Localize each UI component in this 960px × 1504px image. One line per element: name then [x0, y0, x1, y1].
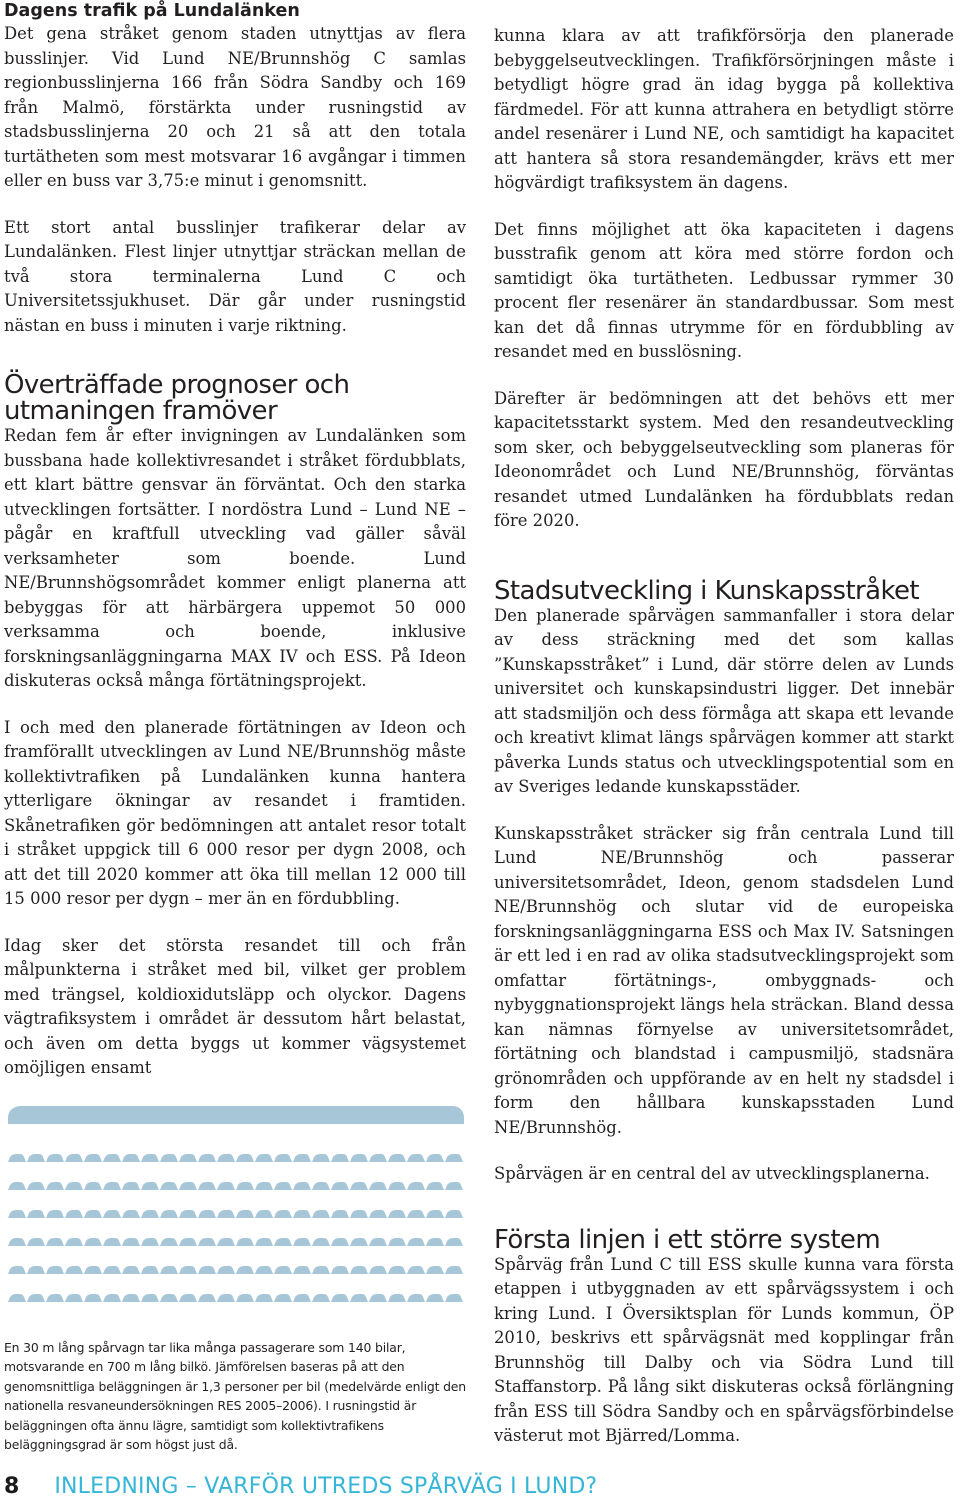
car-icon: [331, 1210, 349, 1218]
car-icon: [445, 1266, 463, 1274]
car-icon: [236, 1182, 254, 1190]
car-icon: [160, 1294, 178, 1302]
paragraph: Därefter är bedömningen att det behövs ett mer kapacitetsstarkt system. Med den resandeutveckling som sker, och bebyggelseutveckling som planeras för Ideonområdet och Lund NE/Brunnshög, förväntas resandet utmed Lundalänken ha fördubblats redan före 2020.: [494, 388, 954, 530]
car-icon: [65, 1238, 83, 1246]
car-icon: [293, 1154, 311, 1162]
car-icon: [426, 1182, 444, 1190]
car-icon: [122, 1154, 140, 1162]
car-icon: [350, 1210, 368, 1218]
car-icon: [255, 1266, 273, 1274]
car-icon: [84, 1182, 102, 1190]
car-icon: [217, 1182, 235, 1190]
left-column: [4, 0, 466, 1081]
car-icon: [312, 1210, 330, 1218]
car-icon: [407, 1266, 425, 1274]
car-icon: [274, 1182, 292, 1190]
car-icon: [426, 1294, 444, 1302]
car-icon: [407, 1210, 425, 1218]
page-number: 8: [4, 1474, 20, 1499]
illustration-caption: En 30 m lång spårvagn tar lika många passagerare som 140 bilar, motsvarande en 700 m lång bilkö. Jämförelsen baseras på att den genomsnittliga beläggningen är 1,3 personer per bil (medelvärde enligt den nationella resvaneundersökningen RES 2005–2006). I rusningstid är beläggningen ofta ännu lägre, samtidigt som kollektivtrafikens beläggningsgrad är som högst just då.: [4, 1340, 466, 1453]
car-icon: [407, 1294, 425, 1302]
car-icon: [350, 1182, 368, 1190]
car-icon: [65, 1210, 83, 1218]
car-icon: [141, 1238, 159, 1246]
car-icon: [312, 1266, 330, 1274]
car-icon: [236, 1294, 254, 1302]
car-icon: [217, 1154, 235, 1162]
page-footer: [4, 1470, 597, 1504]
car-icon: [160, 1154, 178, 1162]
paragraph: Ett stort antal busslinjer trafikerar delar av Lundalänken. Flest linjer utnyttjar sträckan mellan de två stora terminalerna Lund C och Universitetssjukhuset. Där går under rusningstid nästan en buss i minuten i varje riktning.: [4, 217, 466, 335]
car-icon: [198, 1238, 216, 1246]
car-icon: [141, 1154, 159, 1162]
car-icon: [84, 1238, 102, 1246]
car-icon: [331, 1294, 349, 1302]
car-icon: [369, 1154, 387, 1162]
car-icon: [445, 1238, 463, 1246]
car-icon: [388, 1266, 406, 1274]
car-icon: [103, 1182, 121, 1190]
car-icon: [274, 1294, 292, 1302]
car-icon: [369, 1182, 387, 1190]
car-icon: [274, 1238, 292, 1246]
car-icon: [46, 1154, 64, 1162]
car-queue: [8, 1154, 463, 1302]
paragraph: Redan fem år efter invigningen av Lundalänken som bussbana hade kollektivresandet i stråket fördubblats, ett klart bättre gensvar än förväntat. Och den starka utvecklingen fortsätter. I nordöstra Lund – Lund NE – pågår en kraftfull utveckling vad gäller såväl verksamheter som boende. Lund NE/Brunnshögsområdet kommer enligt planerna att bebyggas för att härbärgera uppemot 50 000 verksamma och boende, inklusive forskningsanläggningarna MAX IV och ESS. På Ideon diskuteras också många förtätningsprojekt.: [4, 426, 466, 690]
car-icon: [407, 1154, 425, 1162]
car-icon: [350, 1266, 368, 1274]
car-icon: [27, 1210, 45, 1218]
car-icon: [274, 1266, 292, 1274]
car-icon: [255, 1238, 273, 1246]
car-icon: [426, 1266, 444, 1274]
car-icon: [8, 1266, 26, 1274]
paragraph: Kunskapsstråket sträcker sig från centrala Lund till Lund NE/Brunnshög och passerar universitetsområdet, Ideon, genom stadsdelen Lund NE/Brunnshög och slutar vid de europeiska forskningsanläggningarna ESS och Max IV. Satsningen är ett led i en rad av olika stadsutvecklingsprojekt som omfattar förtätnings-, ombyggnads- och nybyggnationsprojekt längs hela sträckan. Bland dessa kan nämnas förnyelse av universitetsområdet, förtätning och blandstad i campusmiljö, stadsnära grönområden och uppförande av en helt ny stadsdel i form den hållbara kunskapsstaden Lund NE/Brunnshög.: [494, 823, 954, 1137]
tram-vs-cars-illustration: [4, 1098, 466, 1318]
car-icon: [217, 1238, 235, 1246]
car-icon: [84, 1294, 102, 1302]
heading-overtraffade-prognoser: Överträffade prognoser och utmaningen framöver: [4, 370, 350, 426]
car-icon: [331, 1266, 349, 1274]
car-icon: [46, 1238, 64, 1246]
car-icon: [217, 1210, 235, 1218]
car-icon: [312, 1154, 330, 1162]
car-icon: [46, 1210, 64, 1218]
car-icon: [312, 1182, 330, 1190]
car-icon: [179, 1182, 197, 1190]
car-icon: [388, 1294, 406, 1302]
car-icon: [27, 1182, 45, 1190]
car-icon: [369, 1210, 387, 1218]
car-icon: [8, 1294, 26, 1302]
car-icon: [407, 1182, 425, 1190]
car-icon: [426, 1210, 444, 1218]
car-icon: [179, 1238, 197, 1246]
car-icon: [426, 1238, 444, 1246]
car-icon: [445, 1182, 463, 1190]
car-icon: [198, 1294, 216, 1302]
car-icon: [274, 1154, 292, 1162]
car-icon: [236, 1238, 254, 1246]
car-icon: [160, 1238, 178, 1246]
car-icon: [350, 1294, 368, 1302]
car-icon: [103, 1238, 121, 1246]
car-icon: [198, 1210, 216, 1218]
paragraph: Den planerade spårvägen sammanfaller i stora delar av dess sträckning med det som kallas ”Kunskapsstråket” i Lund, där större delen av Lunds universitet och kunskapsindustri ligger. Det innebär att stadsmiljön och dess förmåga att skapa ett levande och kreativt klimat längs spårvägen kommer att starkt påverka Lunds status och utvecklingspotential som en av Sveriges ledande kunskapsstäder.: [494, 605, 954, 796]
car-icon: [103, 1266, 121, 1274]
car-icon: [350, 1154, 368, 1162]
car-icon: [217, 1294, 235, 1302]
car-icon: [27, 1238, 45, 1246]
car-icon: [8, 1210, 26, 1218]
paragraph: Idag sker det största resandet till och från målpunkterna i stråket med bil, vilket ger problem med trängsel, koldioxidutsläpp och olyckor. Dagens vägtrafiksystem i området är dessutom hårt belastat, och även om detta byggs ut kommer vägsystemet omöjligen ensamt: [4, 935, 466, 1077]
car-icon: [65, 1266, 83, 1274]
car-icon: [84, 1266, 102, 1274]
tram-icon: [8, 1106, 464, 1124]
car-icon: [27, 1154, 45, 1162]
car-icon: [141, 1210, 159, 1218]
car-icon: [65, 1154, 83, 1162]
car-icon: [179, 1210, 197, 1218]
car-icon: [65, 1182, 83, 1190]
car-icon: [445, 1154, 463, 1162]
car-icon: [312, 1294, 330, 1302]
car-icon: [369, 1294, 387, 1302]
car-icon: [445, 1294, 463, 1302]
paragraph: Det finns möjlighet att öka kapaciteten i dagens busstrafik genom att köra med större fordon och samtidigt öka turtätheten. Ledbussar rymmer 30 procent fler resenärer än standardbussar. Som mest kan det då finnas utrymme för en fördubbling av resandet med en busslösning.: [494, 219, 954, 361]
car-icon: [255, 1182, 273, 1190]
car-icon: [388, 1154, 406, 1162]
car-icon: [65, 1294, 83, 1302]
car-icon: [141, 1182, 159, 1190]
car-icon: [312, 1238, 330, 1246]
car-icon: [198, 1154, 216, 1162]
car-icon: [122, 1182, 140, 1190]
car-icon: [331, 1182, 349, 1190]
paragraph: I och med den planerade förtätningen av Ideon och framförallt utvecklingen av Lund NE/Brunnshög måste kollektivtrafiken på Lundalänken kunna hantera ytterligare ökningar av resandet i framtiden. Skånetrafiken gör bedömningen att antalet resor totalt i stråket uppgick till 6 000 resor per dygn 2008, och att det till 2020 kommer att öka till mellan 12 000 till 15 000 resor per dygn – mer än en fördubbling.: [4, 717, 466, 908]
car-icon: [445, 1210, 463, 1218]
car-icon: [388, 1238, 406, 1246]
section-title-dagens-trafik: Dagens trafik på Lundalänken: [4, 1, 300, 21]
car-icon: [255, 1210, 273, 1218]
car-icon: [369, 1238, 387, 1246]
car-icon: [160, 1210, 178, 1218]
car-icon: [369, 1266, 387, 1274]
car-icon: [103, 1210, 121, 1218]
car-icon: [8, 1238, 26, 1246]
car-icon: [27, 1294, 45, 1302]
heading-forsta-linjen: Första linjen i ett större system: [494, 1224, 881, 1255]
car-icon: [122, 1210, 140, 1218]
car-icon: [122, 1294, 140, 1302]
heading-stadsutveckling: Stadsutveckling i Kunskapsstråket: [494, 575, 919, 606]
car-icon: [255, 1154, 273, 1162]
car-icon: [331, 1238, 349, 1246]
car-icon: [198, 1182, 216, 1190]
car-icon: [293, 1182, 311, 1190]
car-icon: [103, 1294, 121, 1302]
car-icon: [236, 1210, 254, 1218]
car-icon: [179, 1266, 197, 1274]
car-icon: [388, 1182, 406, 1190]
car-icon: [293, 1210, 311, 1218]
car-icon: [255, 1294, 273, 1302]
car-icon: [331, 1154, 349, 1162]
car-icon: [217, 1266, 235, 1274]
paragraph: Spårväg från Lund C till ESS skulle kunna vara första etappen i utbyggnaden av ett spårvägssystem i och kring Lund. I Översiktsplan för Lunds kommun, ÖP 2010, beskrivs ett spårvägsnät med kopplingar från Brunnshög till Dalby och via Södra Lund till Staffanstorp. På lång sikt diskuteras också förlängning från ESS till Södra Sandby och en spårvägsförbindelse västerut mot Bjärred/Lomma.: [494, 1254, 954, 1445]
car-icon: [46, 1266, 64, 1274]
car-icon: [141, 1266, 159, 1274]
car-icon: [27, 1266, 45, 1274]
car-icon: [122, 1266, 140, 1274]
car-icon: [426, 1154, 444, 1162]
car-icon: [46, 1182, 64, 1190]
car-icon: [388, 1210, 406, 1218]
car-icon: [350, 1238, 368, 1246]
car-icon: [179, 1154, 197, 1162]
car-icon: [293, 1266, 311, 1274]
car-icon: [84, 1154, 102, 1162]
car-icon: [160, 1182, 178, 1190]
car-icon: [236, 1266, 254, 1274]
car-icon: [46, 1294, 64, 1302]
car-icon: [198, 1266, 216, 1274]
car-icon: [236, 1154, 254, 1162]
car-icon: [141, 1294, 159, 1302]
right-column: [494, 0, 954, 1449]
car-icon: [84, 1210, 102, 1218]
paragraph: Det gena stråket genom staden utnyttjas av flera busslinjer. Vid Lund NE/Brunnshög C samlas regionbusslinjerna 166 från Södra Sandby och 169 från Malmö, förstärkta under rusningstid av stadsbusslinjerna 20 och 21 så att den totala turtätheten som mest motsvarar 16 avgångar i timmen eller en buss var 3,75:e minut i genomsnitt.: [4, 24, 466, 190]
car-icon: [293, 1294, 311, 1302]
car-icon: [8, 1154, 26, 1162]
car-icon: [407, 1238, 425, 1246]
car-icon: [179, 1294, 197, 1302]
car-icon: [160, 1266, 178, 1274]
footer-title: INLEDNING – VARFÖR UTREDS SPÅRVÄG I LUND?: [54, 1474, 598, 1499]
car-icon: [122, 1238, 140, 1246]
car-icon: [274, 1210, 292, 1218]
paragraph: Spårvägen är en central del av utvecklingsplanerna.: [494, 1164, 930, 1183]
paragraph: kunna klara av att trafikförsörja den planerade bebyggelseutvecklingen. Trafikförsörjningen måste i betydligt högre grad än idag bygga på kollektiva färdmedel. För att kunna attrahera en betydligt större andel resenärer i Lund NE, och samtidigt ha kapacitet att hantera så stora resandemängder, krävs ett mer högvärdigt trafiksystem än dagens.: [494, 26, 954, 192]
car-icon: [293, 1238, 311, 1246]
car-icon: [103, 1154, 121, 1162]
car-icon: [8, 1182, 26, 1190]
